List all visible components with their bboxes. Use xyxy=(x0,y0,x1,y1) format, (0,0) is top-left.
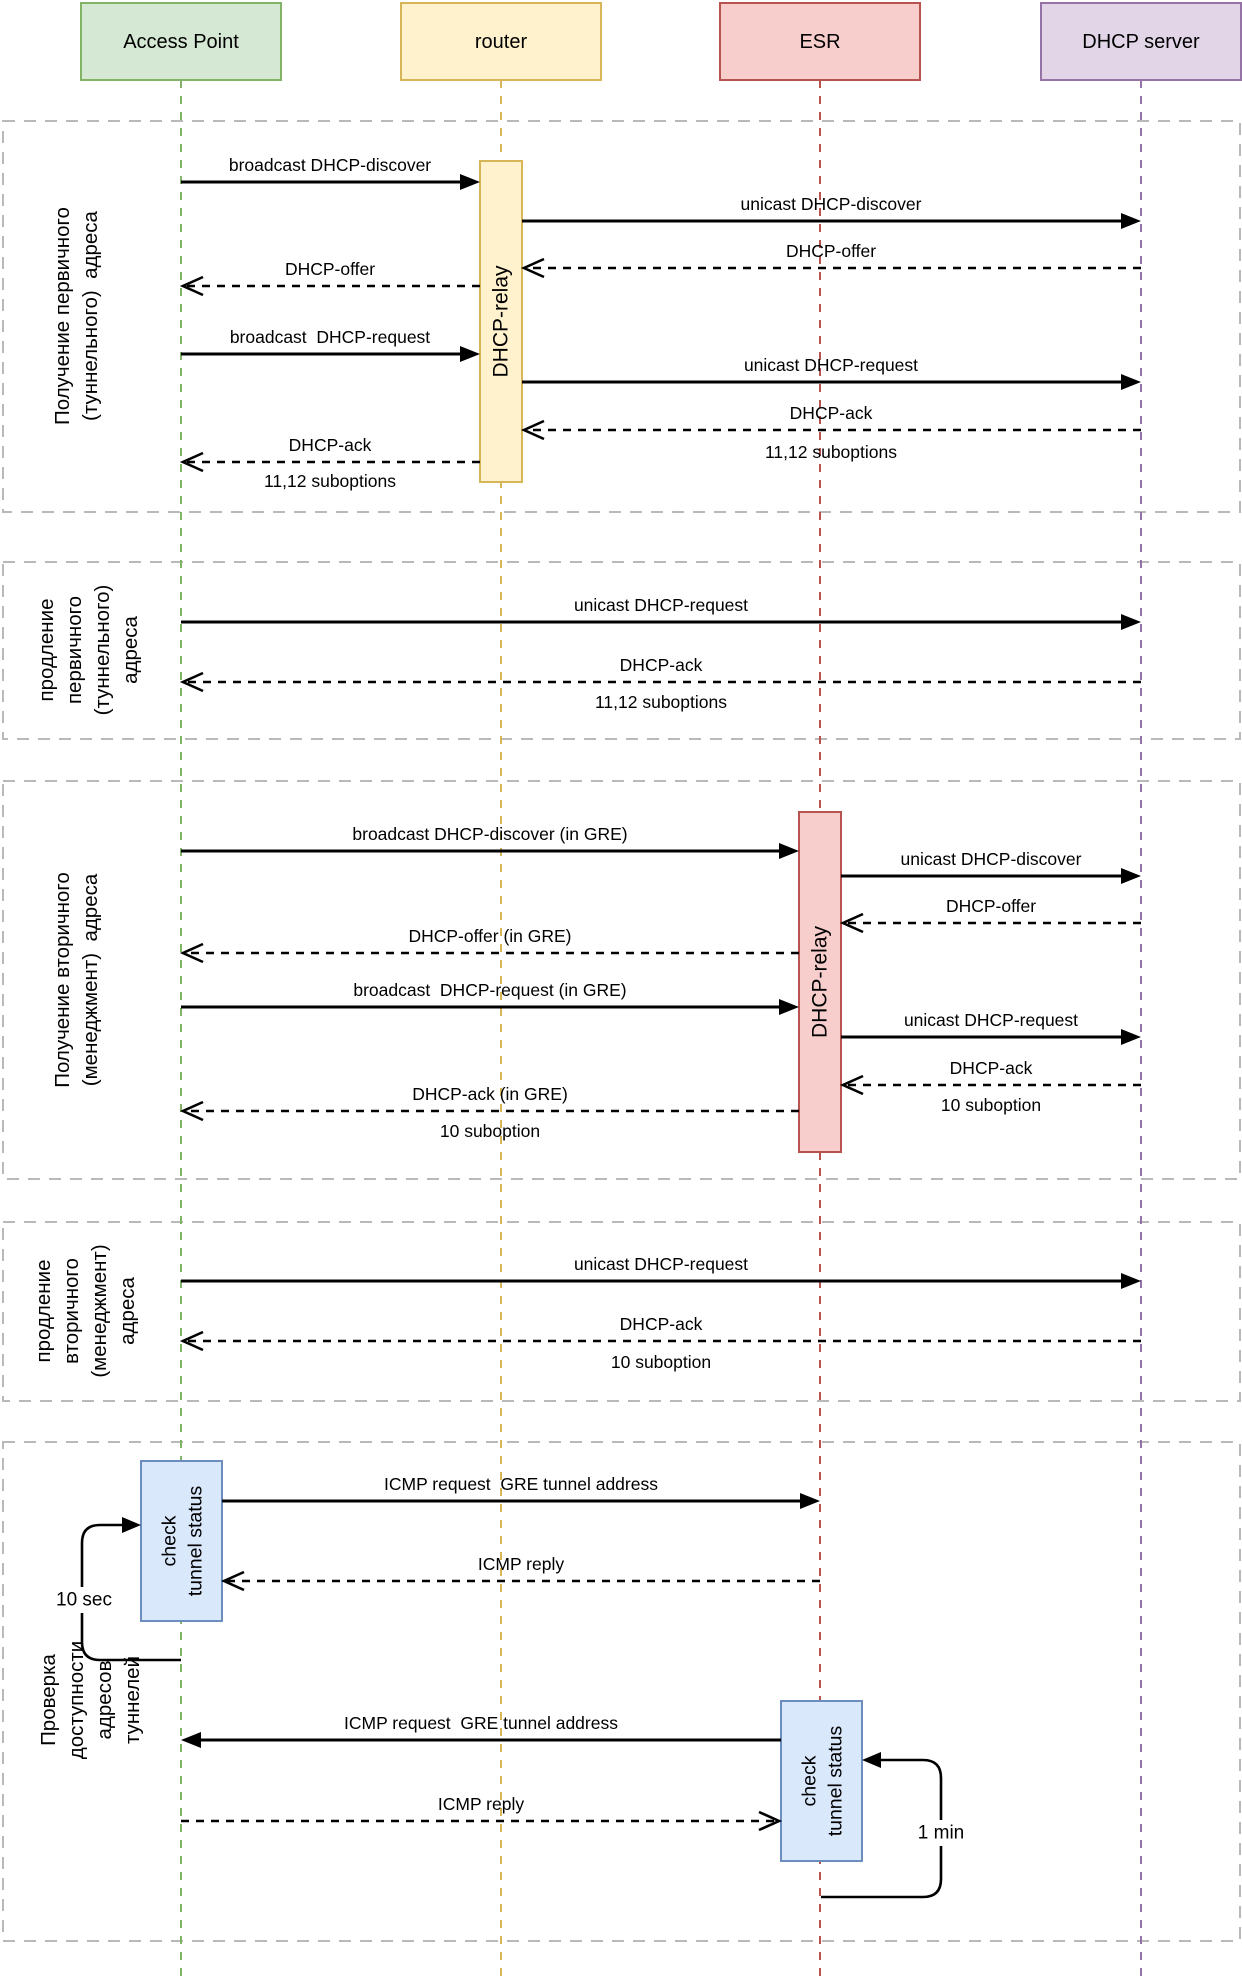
task-box-ap-check-tunnel-status xyxy=(141,1461,222,1621)
message-unicast-dhcp-request-s2-1-label: unicast DHCP-request xyxy=(573,595,749,615)
section-label-primary-tunnel-address-acquisition-line: Получение первичного xyxy=(51,207,74,425)
message-unicast-dhcp-request-s4-1-arrowhead xyxy=(1121,1273,1141,1289)
message-broadcast-dhcp-discover-in-gre-s3-1-label: broadcast DHCP-discover (in GRE) xyxy=(352,824,628,844)
message-unicast-dhcp-discover-s1-2-arrowhead xyxy=(1121,213,1141,229)
section-label-primary-tunnel-address-renewal-line: первичного xyxy=(63,595,86,705)
message-dhcp-offer-in-gre-s3-4-label: DHCP-offer (in GRE) xyxy=(408,926,572,946)
section-label-primary-tunnel-address-acquisition-line: (туннельного) адреса xyxy=(79,211,102,421)
message-dhcp-offer-s3-3-label: DHCP-offer xyxy=(945,896,1037,916)
message-unicast-dhcp-request-s1-6-label: unicast DHCP-request xyxy=(743,355,919,375)
message-unicast-dhcp-request-s3-6-arrowhead xyxy=(1121,1029,1141,1045)
message-dhcp-ack-s3-7-label: DHCP-ack xyxy=(949,1058,1033,1078)
message-icmp-request-gre-tunnel-address-s5-3-arrowhead xyxy=(181,1732,201,1748)
message-unicast-dhcp-request-s2-1-arrowhead xyxy=(1121,614,1141,630)
section-label-tunnel-address-availability-check-line: туннелей xyxy=(121,1655,144,1745)
message-dhcp-offer-s1-4-label: DHCP-offer xyxy=(284,259,376,279)
message-unicast-dhcp-discover-s1-2-label: unicast DHCP-discover xyxy=(740,194,922,214)
actor-label-dhcp-server: DHCP server xyxy=(1082,31,1200,53)
message-unicast-dhcp-discover-s3-2-label: unicast DHCP-discover xyxy=(900,849,1082,869)
section-label-secondary-management-address-acquisition xyxy=(51,872,102,1088)
section-label-tunnel-address-availability-check-line: адресов xyxy=(93,1660,116,1740)
loop-label-ap-10sec-loop: 10 sec xyxy=(56,1589,112,1611)
message-dhcp-ack-s4-2-sublabel: 10 suboption xyxy=(610,1352,712,1372)
task-box-label-ap-check-tunnel-status-line: check xyxy=(158,1515,181,1567)
message-unicast-dhcp-request-s1-6-arrowhead xyxy=(1121,374,1141,390)
section-label-primary-tunnel-address-renewal-line: адреса xyxy=(119,616,142,684)
message-unicast-dhcp-request-s4-1-label: unicast DHCP-request xyxy=(573,1254,749,1274)
activation-label-router-dhcp-relay: DHCP-relay xyxy=(489,265,513,378)
actor-label-router: router xyxy=(474,31,528,53)
section-label-tunnel-address-availability-check-line: доступности xyxy=(65,1640,88,1760)
message-dhcp-offer-s1-3-label: DHCP-offer xyxy=(785,241,877,261)
message-dhcp-ack-in-gre-s3-8-label: DHCP-ack (in GRE) xyxy=(412,1084,568,1104)
message-icmp-request-gre-tunnel-address-s5-1-label: ICMP request GRE tunnel address xyxy=(384,1474,658,1494)
message-broadcast-dhcp-request-s1-5-label: broadcast DHCP-request xyxy=(229,327,431,347)
section-label-primary-tunnel-address-acquisition xyxy=(51,207,102,425)
message-broadcast-dhcp-discover-s1-1-label: broadcast DHCP-discover xyxy=(228,155,432,175)
message-dhcp-ack-s2-2-label: DHCP-ack xyxy=(619,655,703,675)
task-box-label-ap-check-tunnel-status-line: tunnel status xyxy=(184,1485,207,1597)
message-dhcp-ack-in-gre-s3-8-sublabel: 10 suboption xyxy=(439,1121,541,1141)
section-label-secondary-management-address-renewal-line: вторичного xyxy=(60,1258,83,1364)
section-label-primary-tunnel-address-renewal-line: продление xyxy=(35,598,58,702)
section-frame-primary-tunnel-address-acquisition xyxy=(3,121,1240,512)
section-label-secondary-management-address-renewal-line: (менеджмент) xyxy=(88,1244,111,1378)
section-frame-primary-tunnel-address-renewal xyxy=(3,562,1240,739)
message-dhcp-ack-s2-2-sublabel: 11,12 suboptions xyxy=(594,692,728,712)
message-broadcast-dhcp-discover-s1-1-arrowhead xyxy=(460,174,480,190)
message-icmp-reply-s5-2-label: ICMP reply xyxy=(477,1554,565,1574)
section-label-secondary-management-address-renewal-line: продление xyxy=(32,1259,55,1363)
actor-label-access-point: Access Point xyxy=(123,31,239,53)
section-frame-secondary-management-address-renewal xyxy=(3,1222,1240,1401)
message-broadcast-dhcp-discover-in-gre-s3-1-arrowhead xyxy=(779,843,799,859)
message-broadcast-dhcp-request-in-gre-s3-5-arrowhead xyxy=(779,999,799,1015)
message-icmp-request-gre-tunnel-address-s5-3-label: ICMP request GRE tunnel address xyxy=(344,1713,618,1733)
message-unicast-dhcp-discover-s3-2-arrowhead xyxy=(1121,868,1141,884)
message-dhcp-ack-s3-7-sublabel: 10 suboption xyxy=(940,1095,1042,1115)
message-broadcast-dhcp-request-s1-5-arrowhead xyxy=(460,346,480,362)
message-dhcp-ack-s1-8-sublabel: 11,12 suboptions xyxy=(263,471,397,491)
loop-arrowhead-ap-10sec-loop xyxy=(122,1517,141,1533)
message-dhcp-ack-s1-7-label: DHCP-ack xyxy=(789,403,873,423)
section-label-primary-tunnel-address-renewal-line: (туннельного) xyxy=(91,584,114,716)
message-icmp-request-gre-tunnel-address-s5-1-arrowhead xyxy=(800,1493,820,1509)
task-box-label-esr-check-tunnel-status-line: check xyxy=(798,1755,821,1807)
loop-label-esr-1min-loop: 1 min xyxy=(917,1822,965,1844)
section-label-primary-tunnel-address-renewal xyxy=(35,585,142,716)
section-label-secondary-management-address-acquisition-line: (менеджмент) адреса xyxy=(79,873,102,1087)
section-label-tunnel-address-availability-check-line: Проверка xyxy=(37,1654,60,1746)
actor-label-esr: ESR xyxy=(799,31,841,53)
section-label-secondary-management-address-renewal xyxy=(32,1244,139,1377)
message-dhcp-ack-s1-8-label: DHCP-ack xyxy=(288,435,372,455)
message-icmp-reply-s5-4-label: ICMP reply xyxy=(437,1794,525,1814)
message-unicast-dhcp-request-s3-6-label: unicast DHCP-request xyxy=(903,1010,1079,1030)
section-label-secondary-management-address-acquisition-line: Получение вторичного xyxy=(51,872,74,1088)
task-box-esr-check-tunnel-status xyxy=(781,1701,862,1861)
section-label-secondary-management-address-renewal-line: адреса xyxy=(116,1277,139,1345)
message-broadcast-dhcp-request-in-gre-s3-5-label: broadcast DHCP-request (in GRE) xyxy=(353,980,627,1000)
task-box-label-esr-check-tunnel-status-line: tunnel status xyxy=(824,1725,847,1837)
loop-arrowhead-esr-1min-loop xyxy=(862,1752,881,1768)
message-dhcp-ack-s4-2-label: DHCP-ack xyxy=(619,1314,703,1334)
message-dhcp-ack-s1-7-sublabel: 11,12 suboptions xyxy=(764,442,898,462)
activation-label-esr-dhcp-relay: DHCP-relay xyxy=(808,925,832,1039)
